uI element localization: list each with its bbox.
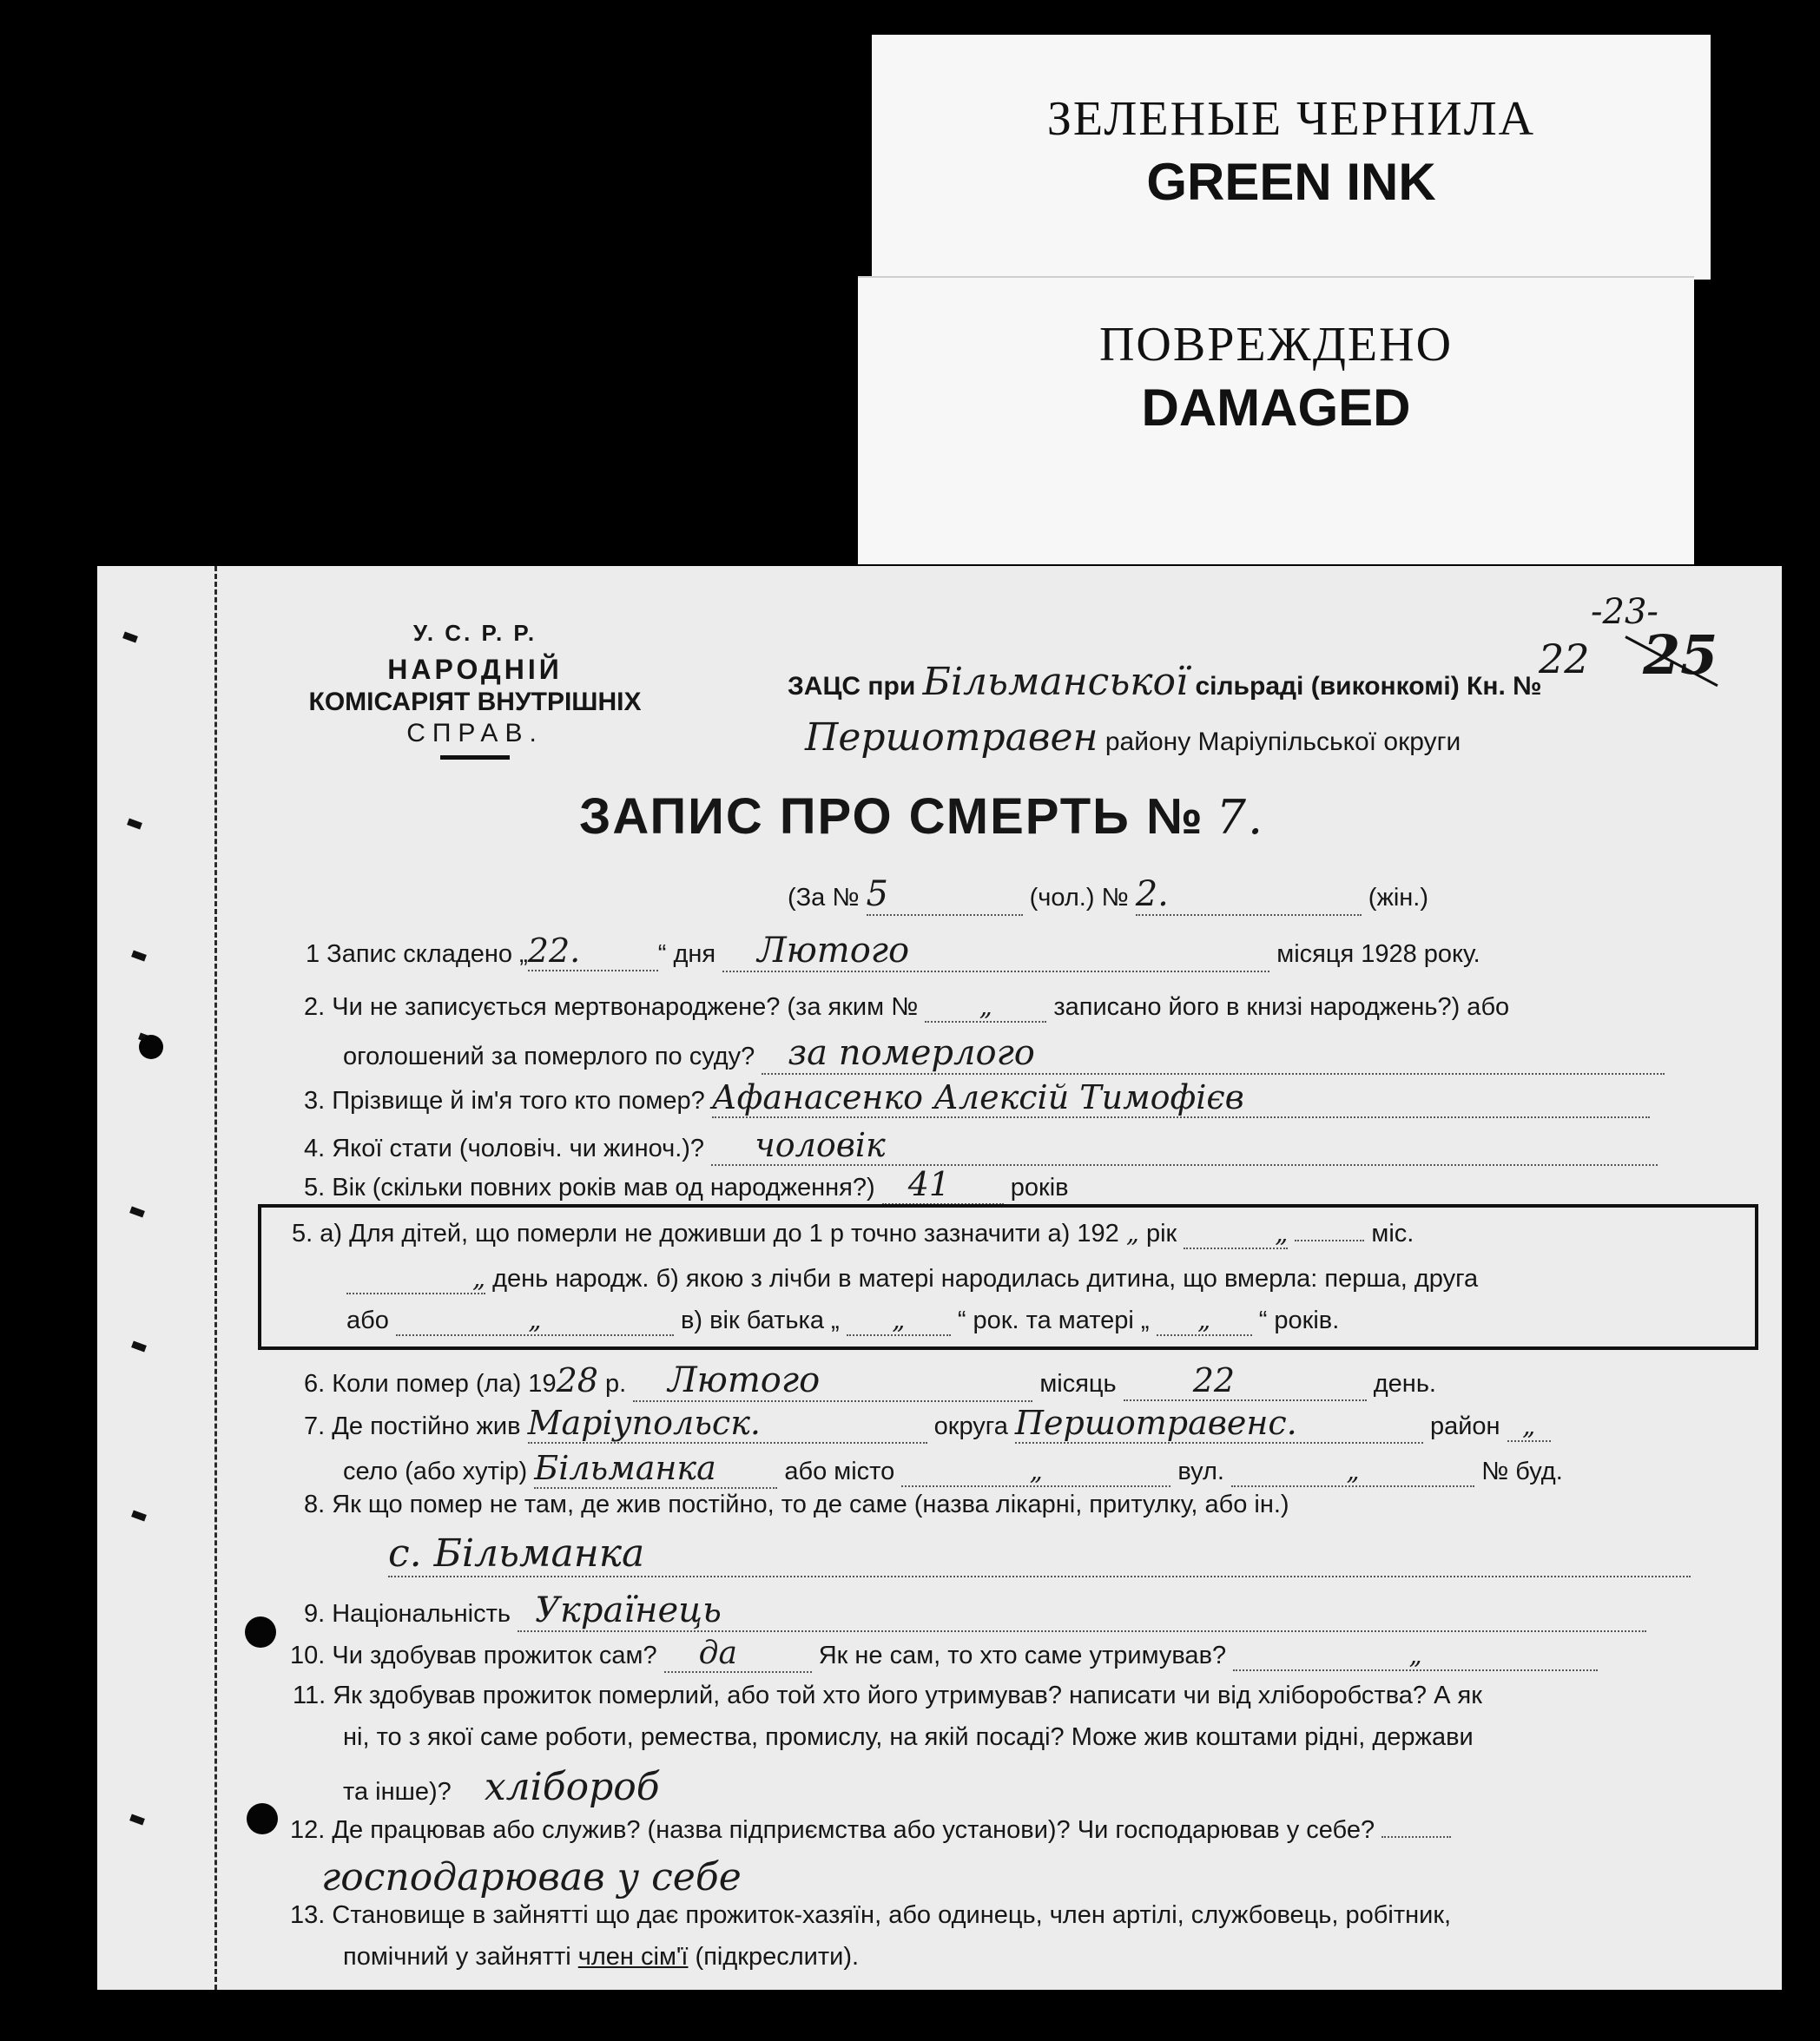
- item-5a-3-text: або: [346, 1307, 389, 1334]
- binding-nick: [129, 1814, 145, 1826]
- item-6-day: 22: [1124, 1361, 1367, 1401]
- item-1-day: 22.: [528, 932, 658, 971]
- agency-header: [262, 620, 688, 760]
- number-old: 22: [1539, 635, 1590, 682]
- item-11c: [343, 1765, 660, 1809]
- item-5a-line1: [292, 1218, 1414, 1249]
- damaged-card: [858, 276, 1694, 564]
- item-5a-3-value: „: [396, 1305, 674, 1336]
- item-9-text: 9. Національність: [304, 1600, 511, 1628]
- item-4: [304, 1126, 1658, 1166]
- item-4-value: чоловік: [711, 1126, 1658, 1166]
- item-7b-street: „: [1231, 1456, 1474, 1487]
- item-9: [304, 1590, 1646, 1632]
- item-6-month: Лютого: [633, 1360, 1032, 1402]
- item-8-answer: [388, 1531, 1691, 1577]
- item-5-end: років: [1010, 1174, 1069, 1202]
- document-number: [1539, 592, 1764, 688]
- item-5a-3-mid: в) вік батька „: [681, 1307, 840, 1334]
- agency-rule: [440, 755, 510, 760]
- item-11b-text: ні, то з якої саме роботи, ремества, промислу, на якій посаді? Може жив коштами рідні, держави: [343, 1723, 1474, 1751]
- item-13b: [343, 1943, 859, 1972]
- item-2a-text: 2. Чи не записується мертвонароджене? (за яким №: [304, 993, 919, 1021]
- green-ink-card: [872, 35, 1711, 280]
- agency-ussr: У. С. Р. Р.: [412, 620, 537, 646]
- item-5a-3-value2: „: [847, 1305, 951, 1336]
- agency-sprav: СПРАВ.: [406, 719, 544, 747]
- male-count: 5: [867, 874, 1023, 916]
- item-2b: [343, 1033, 1665, 1075]
- item-1-mid: “ дня: [657, 940, 716, 968]
- item-7b-village: Більманка: [534, 1449, 777, 1489]
- item-5a-line2: [346, 1263, 1478, 1294]
- item-5a-2-text: день народж. б) якою з лічби в матері народилась дитина, що вмерла: перша, друга: [492, 1265, 1479, 1293]
- green-ink-en: GREEN INK: [1146, 153, 1436, 211]
- item-9-value: Українець: [518, 1590, 1646, 1632]
- item-13a-text: 13. Становище в зайнятті що дає прожиток-хазяїн, або одинець, член артілі, службовець, робітник,: [290, 1901, 1452, 1929]
- item-1: [306, 931, 1480, 972]
- zags-line: [788, 660, 1542, 704]
- zags-prefix: ЗАЦС при: [788, 672, 916, 701]
- item-7a-text: 7. Де постійно жив: [304, 1412, 521, 1440]
- item-8-value: с. Більманка: [388, 1531, 1691, 1577]
- child-section-box: [258, 1204, 1758, 1350]
- female-label: (жін.): [1368, 884, 1429, 912]
- item-6-text: 6. Коли помер (ла) 19: [304, 1370, 557, 1398]
- perforation-line: [214, 566, 217, 1990]
- record-number: 7.: [1216, 790, 1265, 845]
- item-12-value: господарював у себе: [321, 1855, 742, 1899]
- item-5-text: 5. Вік (скільки повних років мав од народження?): [304, 1174, 875, 1202]
- item-4-text: 4. Якої стати (чоловіч. чи жиноч.)?: [304, 1135, 705, 1162]
- item-10-value2: „: [1233, 1640, 1598, 1671]
- item-1-month: Лютого: [722, 931, 1269, 972]
- item-11-value: хлібороб: [484, 1765, 660, 1809]
- item-7a: [304, 1404, 1551, 1444]
- item-8-text: 8. Як що помер не там, де жив постійно, то де саме (назва лікарні, притулку, або ін.): [304, 1491, 1289, 1518]
- damaged-en: DAMAGED: [1141, 379, 1411, 437]
- punch-hole: [139, 1035, 163, 1059]
- item-5a-1-value: „: [1125, 1218, 1139, 1248]
- item-12-text: 12. Де працював або служив? (назва підприємства або установи)? Чи господарював у себе?: [290, 1816, 1375, 1844]
- item-5a-1-mid: рік: [1145, 1220, 1177, 1248]
- item-5a-1-dots: [1295, 1240, 1364, 1241]
- item-5a-1-text: 5. а) Для дітей, що померли не доживши до 1 р точно зазначити а) 192: [292, 1220, 1119, 1248]
- item-11a-text: 11. Як здобував прожиток померлий, або той хто його утримував? написати чи від хліборобства? А як: [293, 1682, 1482, 1709]
- item-5a-line3: [346, 1305, 1339, 1336]
- item-3-text: 3. Прізвище й ім'я того кто помер?: [304, 1087, 705, 1115]
- item-13a: [290, 1901, 1451, 1930]
- death-record-form: [97, 566, 1782, 1990]
- damaged-ru: ПОВРЕЖДЕНО: [1098, 318, 1454, 372]
- item-3-value: Афанасенко Алексій Тимофієв: [712, 1078, 1650, 1118]
- binding-nick: [131, 1511, 147, 1522]
- item-5a-2-value: „: [346, 1263, 485, 1294]
- item-1-end: місяця 1928 року.: [1276, 940, 1480, 968]
- item-8: [304, 1491, 1289, 1519]
- male-label: (чол.) №: [1029, 884, 1129, 912]
- zags-village: Більманської: [922, 660, 1189, 704]
- item-2a: [304, 991, 1509, 1023]
- item-2b-text: оголошений за померлого по суду?: [343, 1043, 755, 1070]
- item-7b: [343, 1449, 1563, 1489]
- item-12-dots: [1381, 1836, 1451, 1838]
- raion-suffix: району Маріупільської округи: [1105, 728, 1461, 756]
- agency-commissariat: КОМІСАРІЯТ ВНУТРІШНІХ: [308, 688, 642, 716]
- item-11a: [293, 1682, 1482, 1710]
- raion-line: [805, 715, 1461, 760]
- item-7b-mid2: вул.: [1177, 1458, 1224, 1485]
- raion-name: Першотравен: [805, 715, 1098, 760]
- green-ink-ru: ЗЕЛЕНЫЕ ЧЕРНИЛА: [1046, 92, 1536, 146]
- item-13b-text: помічний у зайнятті: [343, 1943, 571, 1971]
- number-new: 25: [1643, 623, 1718, 687]
- item-6: [304, 1360, 1436, 1402]
- item-10-value: да: [664, 1636, 812, 1673]
- item-5a-3-end: “ років.: [1258, 1307, 1340, 1334]
- binding-nick: [131, 1341, 147, 1353]
- item-11b: [343, 1723, 1474, 1752]
- item-12-answer: [321, 1855, 742, 1899]
- counts-line: [788, 874, 1428, 916]
- item-5: [304, 1165, 1069, 1205]
- female-count: 2.: [1136, 874, 1362, 916]
- item-5a-3-value3: „: [1157, 1305, 1252, 1336]
- item-5a-1-value2: „: [1184, 1218, 1288, 1249]
- item-6-end: день.: [1373, 1370, 1436, 1398]
- form-title: [579, 787, 1264, 846]
- item-10: [290, 1636, 1598, 1673]
- counts-prefix: (За №: [788, 884, 860, 912]
- item-10-text: 10. Чи здобував прожиток сам?: [290, 1642, 657, 1669]
- number-top: -23-: [1591, 592, 1658, 632]
- item-7b-mid: або місто: [784, 1458, 895, 1485]
- item-1-label: 1 Запис складено „: [306, 940, 528, 968]
- item-7a-raion: Першотравенс.: [1015, 1404, 1423, 1444]
- item-6-r: р.: [605, 1370, 627, 1398]
- item-6-year: 28: [556, 1361, 598, 1399]
- binding-nick: [129, 1207, 145, 1218]
- binding-nick: [122, 632, 138, 643]
- item-5-value: 41: [882, 1165, 1004, 1205]
- item-2a-end: записано його в книзі народжень?) або: [1053, 993, 1510, 1021]
- item-7a-mid2: район: [1429, 1412, 1500, 1440]
- item-11c-text: та інше)?: [343, 1778, 452, 1806]
- item-3: [304, 1078, 1650, 1118]
- binding-nick: [127, 819, 142, 830]
- item-7b-text: село (або хутір): [343, 1458, 528, 1485]
- item-7b-end: № буд.: [1481, 1458, 1563, 1485]
- item-5a-1-end: міс.: [1371, 1220, 1414, 1248]
- item-6-mid: місяць: [1039, 1370, 1117, 1398]
- item-5a-3-mid2: “ рок. та матері „: [957, 1307, 1150, 1334]
- punch-hole: [247, 1803, 278, 1834]
- item-2b-value: за померлого: [762, 1033, 1665, 1075]
- item-2a-value: „: [925, 991, 1046, 1023]
- zags-suffix: сільраді (виконкомі) Кн. №: [1195, 672, 1542, 701]
- item-12: [290, 1816, 1451, 1845]
- title-text: ЗАПИС ПРО СМЕРТЬ №: [579, 788, 1204, 845]
- agency-narodniy: НАРОДНІЙ: [387, 654, 563, 685]
- item-13b-underlined: член сім'ї: [577, 1943, 689, 1971]
- binding-nick: [131, 951, 147, 962]
- item-7a-oblast: Маріупольск.: [528, 1404, 927, 1444]
- item-7b-city: „: [901, 1456, 1170, 1487]
- item-13b-end: (підкреслити).: [695, 1943, 860, 1971]
- punch-hole: [245, 1616, 276, 1648]
- item-7a-value3: „: [1507, 1411, 1551, 1442]
- item-10-mid: Як не сам, то хто саме утримував?: [818, 1642, 1227, 1669]
- item-7a-mid: округа: [933, 1412, 1008, 1440]
